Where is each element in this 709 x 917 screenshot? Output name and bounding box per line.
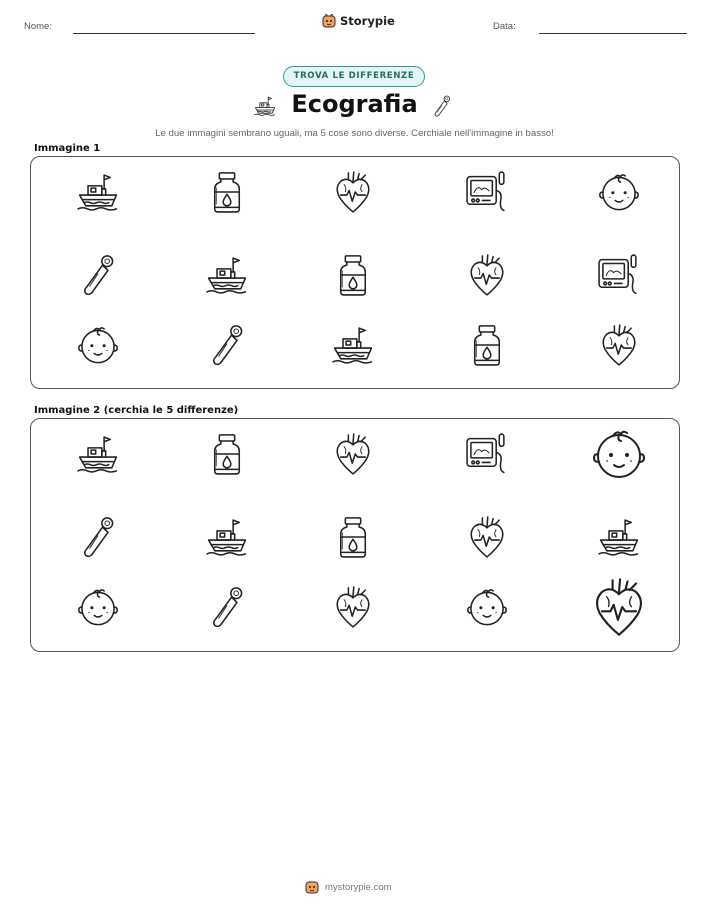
image1-cell bbox=[204, 252, 250, 298]
boat-icon bbox=[330, 322, 376, 368]
boat-icon bbox=[204, 252, 250, 298]
image2-cell[interactable] bbox=[204, 431, 250, 477]
image1-cell bbox=[330, 322, 376, 368]
ultrasound-monitor-icon bbox=[596, 252, 642, 298]
heart-icon bbox=[464, 514, 510, 560]
bottle-icon bbox=[204, 169, 250, 215]
image2-cell[interactable] bbox=[204, 514, 250, 560]
image2-cell[interactable] bbox=[464, 431, 510, 477]
footer-mascot-icon bbox=[305, 880, 319, 894]
image2-cell[interactable] bbox=[330, 584, 376, 630]
baby-face-icon bbox=[464, 584, 510, 630]
boat-icon bbox=[596, 514, 642, 560]
name-label: Nome: bbox=[24, 21, 52, 32]
badge: TROVA LE DIFFERENZE bbox=[283, 66, 425, 87]
image2-cell[interactable] bbox=[75, 431, 121, 477]
image2-cell[interactable] bbox=[464, 584, 510, 630]
baby-face-icon bbox=[589, 424, 649, 484]
baby-face-icon bbox=[75, 584, 121, 630]
image2-cell[interactable] bbox=[464, 514, 510, 560]
footer-site[interactable]: mystorypie.com bbox=[325, 881, 392, 893]
image1-cell bbox=[75, 252, 121, 298]
heart-icon bbox=[596, 322, 642, 368]
storypie-mascot-icon bbox=[322, 14, 336, 28]
image2-cell[interactable] bbox=[330, 431, 376, 477]
image2-cell[interactable] bbox=[204, 584, 250, 630]
image1-cell bbox=[464, 169, 510, 215]
image1-cell bbox=[75, 169, 121, 215]
ultrasound-probe-icon bbox=[75, 252, 121, 298]
bottle-icon bbox=[464, 322, 510, 368]
image2-cell[interactable] bbox=[75, 514, 121, 560]
heart-icon bbox=[587, 575, 651, 639]
image1-cell bbox=[596, 169, 642, 215]
heart-icon bbox=[464, 252, 510, 298]
image1-cell bbox=[204, 322, 250, 368]
ultrasound-monitor-icon bbox=[464, 169, 510, 215]
boat-icon bbox=[75, 431, 121, 477]
bottle-icon bbox=[330, 514, 376, 560]
image2-cell[interactable] bbox=[589, 424, 649, 484]
instructions: Le due immagini sembrano uguali, ma 5 cose sono diverse. Cerchiale nell'immagine in basso! bbox=[155, 128, 554, 139]
boat-icon bbox=[204, 514, 250, 560]
image1-cell bbox=[464, 252, 510, 298]
image1-cell bbox=[330, 169, 376, 215]
image2-cell[interactable] bbox=[75, 584, 121, 630]
footer bbox=[305, 880, 392, 894]
image1-cell bbox=[596, 322, 642, 368]
image1-panel bbox=[30, 156, 680, 389]
image2-panel[interactable] bbox=[30, 418, 680, 652]
image2-cell[interactable] bbox=[587, 575, 651, 639]
title-probe-icon bbox=[430, 92, 454, 120]
bottle-icon bbox=[330, 252, 376, 298]
image1-cell bbox=[75, 322, 121, 368]
brand-logo bbox=[322, 14, 395, 28]
date-line[interactable] bbox=[539, 33, 687, 34]
heart-icon bbox=[330, 584, 376, 630]
ultrasound-monitor-icon bbox=[464, 431, 510, 477]
ultrasound-probe-icon bbox=[75, 514, 121, 560]
baby-face-icon bbox=[75, 322, 121, 368]
image2-label: Immagine 2 (cerchia le 5 differenze) bbox=[34, 405, 239, 416]
image1-cell bbox=[464, 322, 510, 368]
ultrasound-probe-icon bbox=[204, 584, 250, 630]
image1-cell bbox=[596, 252, 642, 298]
image1-cell bbox=[204, 169, 250, 215]
bottle-icon bbox=[204, 431, 250, 477]
boat-icon bbox=[75, 169, 121, 215]
date-label: Data: bbox=[493, 21, 516, 32]
heart-icon bbox=[330, 169, 376, 215]
baby-face-icon bbox=[596, 169, 642, 215]
heart-icon bbox=[330, 431, 376, 477]
image2-cell[interactable] bbox=[330, 514, 376, 560]
brand-name: Storypie bbox=[340, 14, 395, 28]
image2-cell[interactable] bbox=[596, 514, 642, 560]
image1-cell bbox=[330, 252, 376, 298]
page-title: Ecografia bbox=[291, 90, 418, 118]
ultrasound-probe-icon bbox=[204, 322, 250, 368]
image1-label: Immagine 1 bbox=[34, 143, 101, 154]
name-line[interactable] bbox=[73, 33, 255, 34]
